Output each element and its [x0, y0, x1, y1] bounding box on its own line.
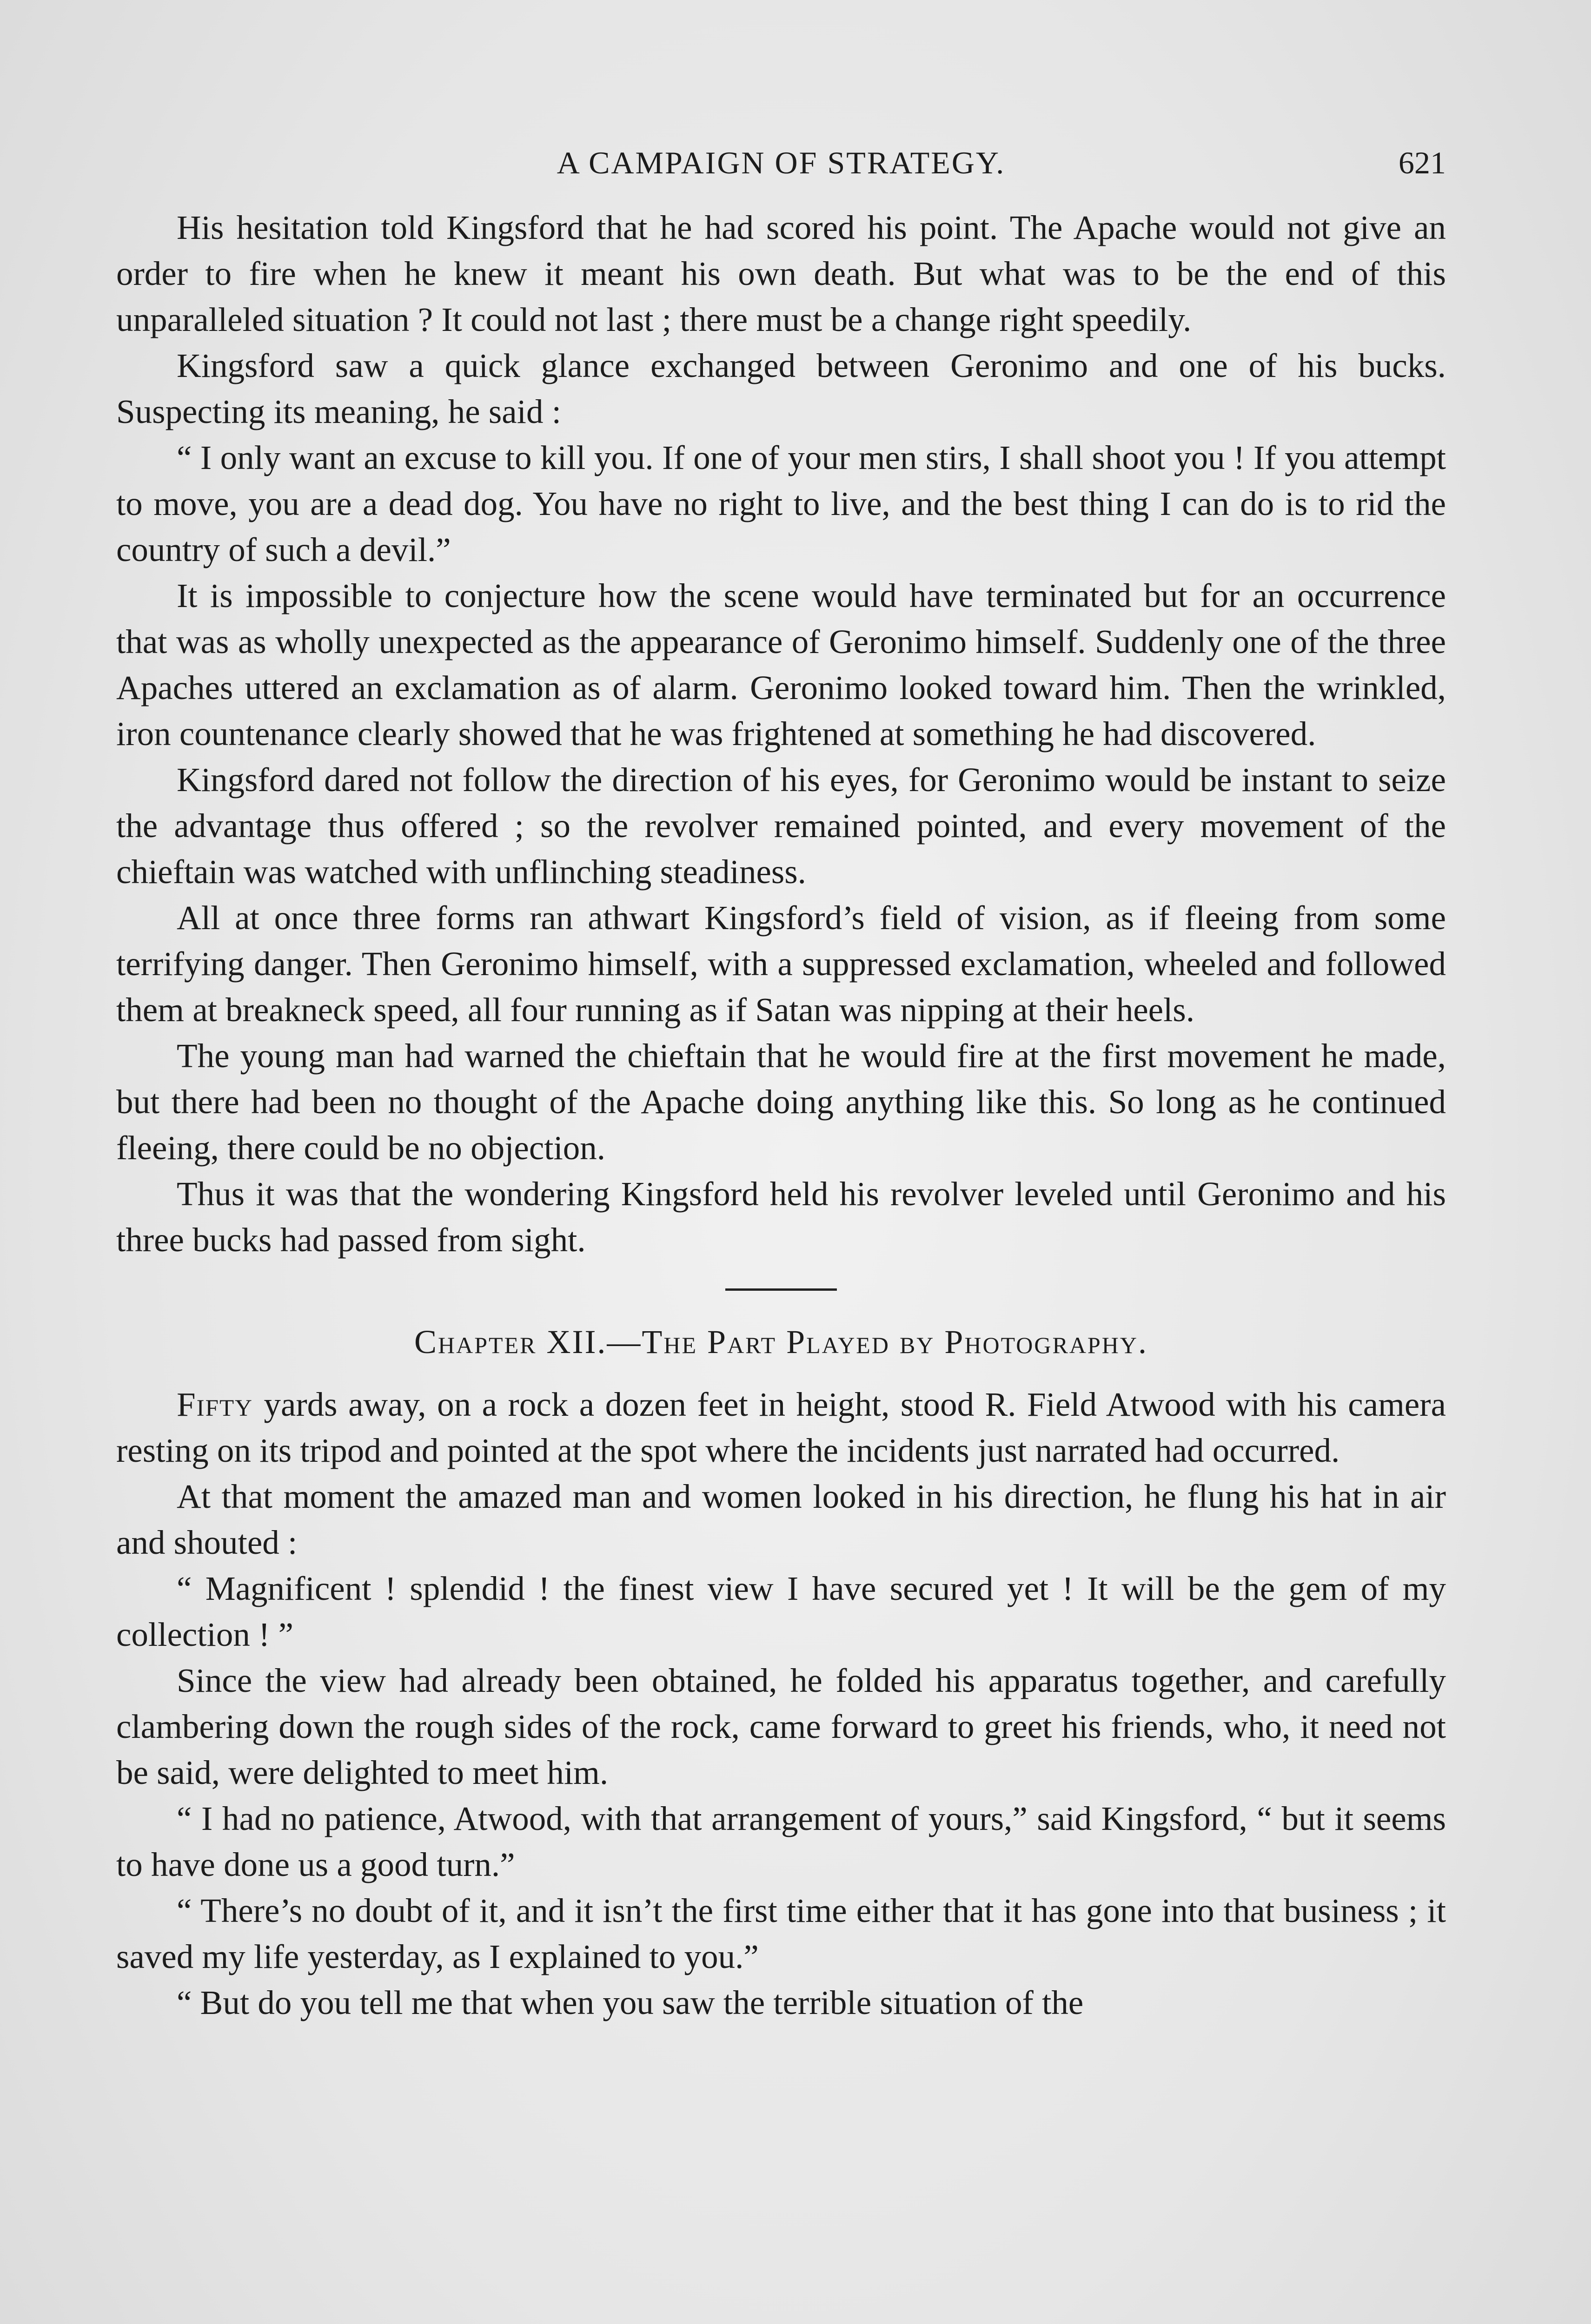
- paragraph: “ I only want an excuse to kill you. If one of your men stirs, I shall shoot you ! If you attempt to move, you are a dead dog. You have no right to live, and the best thing I can do is to rid the country of such a devil.”: [116, 439, 1446, 568]
- page-number: 621: [1399, 145, 1446, 180]
- paragraph: Kingsford dared not follow the direction of his eyes, for Geronimo would be instant to seize the advantage thus offered ; so the revolver remained pointed, and every movement of the chieftain was watched with unflinching steadiness.: [116, 761, 1446, 891]
- section-divider: [725, 1288, 837, 1291]
- paragraph: “ I had no patience, Atwood, with that arrangement of yours,” said Kingsford, “ but it seems to have done us a good turn.”: [116, 1800, 1446, 1883]
- page-header: [116, 139, 1446, 191]
- paragraph: The young man had warned the chieftain that he would fire at the first movement he made, but there had been no thought of the Apache doing anything like this. So long as he continued fleeing, there could be no objection.: [116, 1037, 1446, 1167]
- text-column: [116, 205, 1446, 2026]
- paragraph: “ Magnificent ! splendid ! the finest view I have secured yet ! It will be the gem of my collection ! ”: [116, 1570, 1446, 1653]
- paragraph: Kingsford saw a quick glance exchanged between Geronimo and one of his bucks. Suspecting its meaning, he said :: [116, 347, 1446, 430]
- paragraph: It is impossible to conjecture how the scene would have terminated but for an occurrence that was as wholly unexpected as the appearance of Geronimo himself. Suddenly one of the three Apaches uttered an exclamation as of alarm. Geronimo looked toward him. Then the wrinkled, iron countenance clearly showed that he was frightened at something he had discovered.: [116, 577, 1446, 753]
- chapter-opening-paragraph: [116, 1381, 1446, 1473]
- paragraph: “ But do you tell me that when you saw the terrible situation of the: [177, 1984, 1084, 2021]
- paragraph: Since the view had already been obtained, he folded his apparatus together, and carefully clambering down the rough sides of the rock, came forward to greet his friends, who, it need not be said, were delighted to meet him.: [116, 1662, 1446, 1791]
- chapter-heading: Chapter XII.—The Part Played by Photography.: [414, 1323, 1148, 1360]
- running-head: A CAMPAIGN OF STRATEGY.: [557, 145, 1006, 180]
- paragraph: All at once three forms ran athwart Kingsford’s field of vision, as if fleeing from some terrifying danger. Then Geronimo himself, with a suppressed exclamation, wheeled and followed them at breakneck speed, all four running as if Satan was nipping at their heels.: [116, 899, 1446, 1029]
- paragraph: At that moment the amazed man and women looked in his direction, he flung his hat in air and shouted :: [116, 1478, 1446, 1561]
- paragraph: His hesitation told Kingsford that he had scored his point. The Apache would not give an order to fire when he knew it meant his own death. But what was to be the end of this unparalleled situation ? It could not last ; there must be a change right speedily.: [116, 209, 1446, 338]
- chapter-lead-word: Fifty: [177, 1386, 253, 1423]
- paragraph: “ There’s no doubt of it, and it isn’t the first time either that it has gone into that business ; it saved my life yesterday, as I explained to you.”: [116, 1892, 1446, 1975]
- paragraph: Thus it was that the wondering Kingsford held his revolver leveled until Geronimo and his three bucks had passed from sight.: [116, 1175, 1446, 1259]
- chapter-opening-text: yards away, on a rock a dozen feet in height, stood R. Field Atwood with his camera resting on its tripod and pointed at the spot where the incidents just narrated had occurred.: [116, 1386, 1446, 1469]
